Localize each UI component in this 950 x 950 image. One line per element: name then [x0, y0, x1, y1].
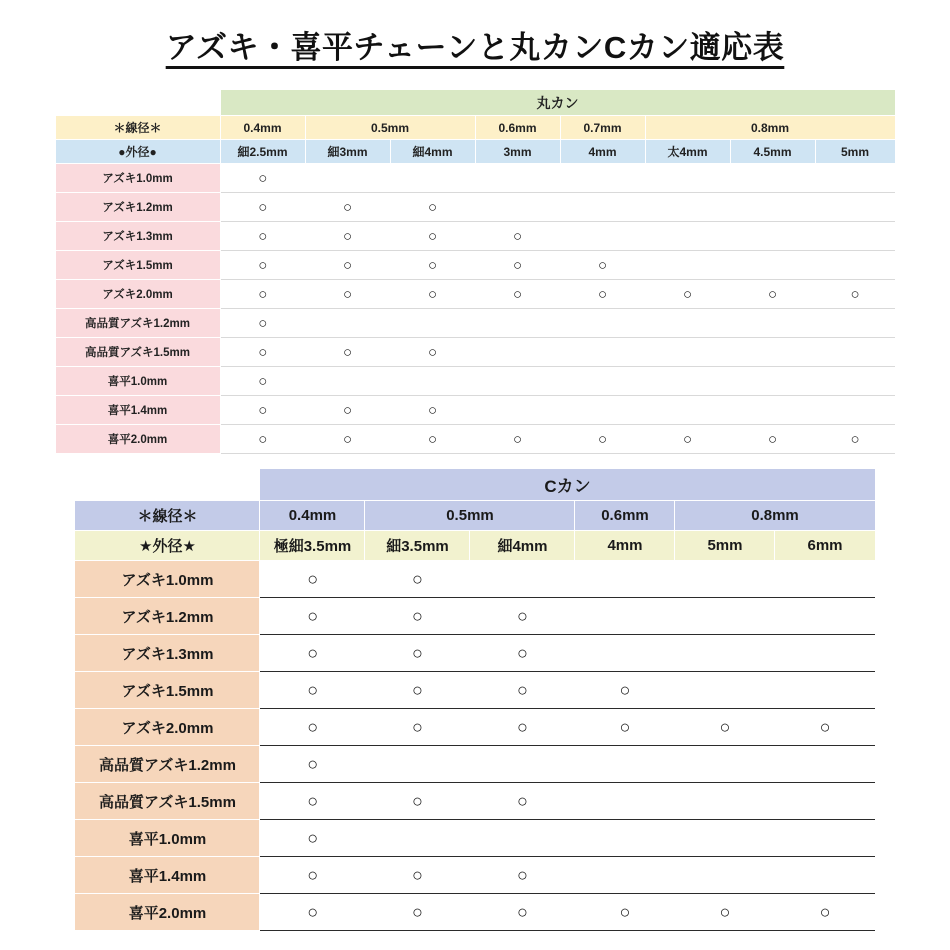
marukan-cell [305, 164, 390, 193]
marukan-cell [645, 193, 730, 222]
table-row [75, 672, 875, 709]
compatible-mark-icon: ○ [412, 569, 423, 589]
ckan-cell [470, 783, 575, 820]
compatible-mark-icon: ○ [342, 285, 353, 303]
ckan-cell [260, 561, 365, 598]
marukan-cell [815, 222, 895, 251]
marukan-cell [305, 251, 390, 280]
ckan-cell [675, 709, 775, 746]
ckan-cell [470, 635, 575, 672]
marukan-cell [560, 338, 645, 367]
marukan-cell [815, 396, 895, 425]
compatible-mark-icon: ○ [307, 828, 319, 848]
marukan-cell [475, 164, 560, 193]
ckan-wire-group: 0.8mm [675, 501, 875, 531]
compatible-mark-icon: ○ [307, 865, 319, 885]
compatible-mark-icon: ○ [767, 430, 778, 448]
marukan-cell [645, 396, 730, 425]
marukan-header-main-row [55, 90, 895, 116]
compatible-mark-icon: ○ [412, 606, 423, 626]
marukan-cell [560, 280, 645, 309]
marukan-cell [730, 193, 815, 222]
compatible-mark-icon: ○ [719, 902, 731, 922]
ckan-wire-row [75, 501, 875, 531]
compatible-mark-icon: ○ [258, 314, 268, 332]
marukan-cell [390, 193, 475, 222]
marukan-row-label: 喜平2.0mm [55, 425, 220, 454]
marukan-cell [475, 280, 560, 309]
marukan-wire-label: ＊線径＊ [55, 116, 220, 140]
ckan-cell [775, 894, 875, 931]
marukan-outer-size: 4mm [560, 140, 645, 164]
ckan-cell [575, 820, 675, 857]
compatible-mark-icon: ○ [619, 902, 631, 922]
ckan-cell [470, 857, 575, 894]
ckan-cell [775, 746, 875, 783]
ckan-cell [260, 746, 365, 783]
marukan-cell [475, 396, 560, 425]
marukan-row-label: 喜平1.4mm [55, 396, 220, 425]
marukan-cell [220, 367, 305, 396]
marukan-cell [220, 280, 305, 309]
ckan-cell [775, 783, 875, 820]
marukan-cell [390, 164, 475, 193]
marukan-row-label: アズキ2.0mm [55, 280, 220, 309]
compatible-mark-icon: ○ [512, 227, 523, 245]
table-row [75, 635, 875, 672]
compatible-mark-icon: ○ [307, 680, 319, 700]
table-row [55, 338, 895, 367]
marukan-table [55, 89, 896, 454]
ckan-cell [470, 672, 575, 709]
compatible-mark-icon: ○ [258, 285, 268, 303]
ckan-cell [675, 746, 775, 783]
table-row [75, 894, 875, 931]
table-row [75, 783, 875, 820]
marukan-cell [475, 222, 560, 251]
marukan-cell [390, 425, 475, 454]
ckan-table [74, 468, 875, 931]
marukan-cell [645, 164, 730, 193]
ckan-cell [365, 709, 470, 746]
marukan-cell [220, 193, 305, 222]
marukan-cell [645, 367, 730, 396]
ckan-cell [675, 857, 775, 894]
ckan-cell [575, 709, 675, 746]
compatible-mark-icon: ○ [307, 902, 319, 922]
marukan-cell [560, 164, 645, 193]
compatible-mark-icon: ○ [258, 401, 268, 419]
compatible-mark-icon: ○ [719, 717, 731, 737]
compatible-mark-icon: ○ [307, 717, 319, 737]
marukan-wire-group: 0.4mm [220, 116, 305, 140]
marukan-cell [815, 193, 895, 222]
marukan-cell [815, 367, 895, 396]
marukan-cell [645, 338, 730, 367]
compatible-mark-icon: ○ [682, 430, 693, 448]
marukan-wire-group: 0.7mm [560, 116, 645, 140]
ckan-cell [260, 820, 365, 857]
marukan-outer-size: 4.5mm [730, 140, 815, 164]
marukan-wire-row [55, 116, 895, 140]
marukan-cell [475, 193, 560, 222]
compatible-mark-icon: ○ [427, 256, 438, 274]
marukan-cell [220, 425, 305, 454]
compatible-mark-icon: ○ [427, 343, 438, 361]
ckan-cell [575, 894, 675, 931]
compatible-mark-icon: ○ [512, 430, 523, 448]
compatible-mark-icon: ○ [307, 643, 319, 663]
ckan-cell [260, 709, 365, 746]
compatible-mark-icon: ○ [819, 902, 831, 922]
compatible-mark-icon: ○ [342, 227, 353, 245]
compatible-mark-icon: ○ [619, 717, 631, 737]
ckan-cell [575, 783, 675, 820]
marukan-outer-size: 細3mm [305, 140, 390, 164]
ckan-cell [575, 746, 675, 783]
marukan-cell [560, 251, 645, 280]
ckan-cell [675, 672, 775, 709]
marukan-row-label: 高品質アズキ1.2mm [55, 309, 220, 338]
ckan-cell [260, 635, 365, 672]
ckan-row-label: アズキ1.0mm [75, 561, 260, 598]
marukan-cell [560, 396, 645, 425]
ckan-cell [470, 820, 575, 857]
ckan-cell [470, 561, 575, 598]
compatible-mark-icon: ○ [412, 791, 423, 811]
marukan-cell [390, 251, 475, 280]
table-row [75, 820, 875, 857]
compatible-mark-icon: ○ [517, 902, 528, 922]
ckan-cell [675, 783, 775, 820]
compatible-mark-icon: ○ [258, 343, 268, 361]
table-row [55, 222, 895, 251]
table-row [75, 857, 875, 894]
ckan-cell [775, 635, 875, 672]
compatible-mark-icon: ○ [819, 717, 831, 737]
ckan-row-label: 喜平1.4mm [75, 857, 260, 894]
compatible-mark-icon: ○ [427, 430, 438, 448]
compatible-mark-icon: ○ [342, 198, 353, 216]
compatible-mark-icon: ○ [850, 430, 860, 448]
ckan-cell [365, 561, 470, 598]
table-row [55, 164, 895, 193]
ckan-wire-label: ＊線径＊ [75, 501, 260, 531]
ckan-cell [365, 820, 470, 857]
ckan-corner-spacer [75, 469, 260, 501]
marukan-wire-group: 0.8mm [645, 116, 895, 140]
compatible-mark-icon: ○ [517, 865, 528, 885]
marukan-cell [645, 280, 730, 309]
marukan-row-label: 高品質アズキ1.5mm [55, 338, 220, 367]
ckan-cell [775, 820, 875, 857]
marukan-corner-spacer [55, 90, 220, 116]
marukan-cell [305, 309, 390, 338]
ckan-row-label: 高品質アズキ1.5mm [75, 783, 260, 820]
marukan-cell [560, 309, 645, 338]
ckan-cell [260, 598, 365, 635]
marukan-cell [730, 309, 815, 338]
marukan-cell [560, 425, 645, 454]
ckan-cell [365, 746, 470, 783]
compatible-mark-icon: ○ [597, 430, 608, 448]
marukan-cell [560, 367, 645, 396]
ckan-cell [575, 635, 675, 672]
compatible-mark-icon: ○ [517, 643, 528, 663]
marukan-cell [475, 251, 560, 280]
marukan-cell [645, 251, 730, 280]
table-row [75, 561, 875, 598]
compatible-mark-icon: ○ [517, 791, 528, 811]
marukan-cell [815, 280, 895, 309]
ckan-row-label: アズキ2.0mm [75, 709, 260, 746]
ckan-outer-size: 極細3.5mm [260, 531, 365, 561]
ckan-cell [365, 635, 470, 672]
marukan-row-label: アズキ1.3mm [55, 222, 220, 251]
table-row [55, 193, 895, 222]
marukan-cell [390, 367, 475, 396]
marukan-cell [645, 309, 730, 338]
ckan-wire-group: 0.6mm [575, 501, 675, 531]
ckan-row-label: 喜平1.0mm [75, 820, 260, 857]
ckan-cell [260, 894, 365, 931]
ckan-outer-size: 細4mm [470, 531, 575, 561]
compatible-mark-icon: ○ [307, 569, 319, 589]
table-row [55, 280, 895, 309]
marukan-cell [220, 251, 305, 280]
marukan-cell [560, 222, 645, 251]
compatible-mark-icon: ○ [307, 606, 319, 626]
marukan-cell [730, 222, 815, 251]
marukan-cell [475, 309, 560, 338]
ckan-cell [260, 857, 365, 894]
marukan-cell [220, 396, 305, 425]
table-row [75, 746, 875, 783]
ckan-cell [365, 857, 470, 894]
ckan-cell [365, 783, 470, 820]
table-row [75, 709, 875, 746]
compatible-mark-icon: ○ [427, 198, 438, 216]
marukan-cell [220, 164, 305, 193]
marukan-cell [730, 367, 815, 396]
marukan-cell [645, 222, 730, 251]
marukan-cell [815, 164, 895, 193]
ckan-cell [260, 672, 365, 709]
marukan-row-label: アズキ1.0mm [55, 164, 220, 193]
ckan-cell [675, 894, 775, 931]
ckan-cell [260, 783, 365, 820]
marukan-cell [305, 338, 390, 367]
compatible-mark-icon: ○ [307, 754, 319, 774]
ckan-wire-group: 0.4mm [260, 501, 365, 531]
compatible-mark-icon: ○ [517, 680, 528, 700]
marukan-outer-size: 3mm [475, 140, 560, 164]
compatible-mark-icon: ○ [512, 256, 523, 274]
marukan-outer-size: 細2.5mm [220, 140, 305, 164]
compatible-mark-icon: ○ [517, 717, 528, 737]
marukan-cell [815, 309, 895, 338]
ckan-outer-label: ★外径★ [75, 531, 260, 561]
ckan-cell [775, 598, 875, 635]
ckan-cell [470, 746, 575, 783]
compatible-mark-icon: ○ [342, 256, 353, 274]
marukan-cell [390, 309, 475, 338]
ckan-outer-row [75, 531, 875, 561]
marukan-cell [305, 396, 390, 425]
compatible-mark-icon: ○ [258, 169, 268, 187]
marukan-cell [390, 338, 475, 367]
table-row [55, 251, 895, 280]
marukan-row-label: 喜平1.0mm [55, 367, 220, 396]
ckan-row-label: 高品質アズキ1.2mm [75, 746, 260, 783]
compatible-mark-icon: ○ [342, 430, 353, 448]
table-row [55, 309, 895, 338]
compatible-mark-icon: ○ [619, 680, 631, 700]
compatible-mark-icon: ○ [517, 606, 528, 626]
marukan-header-main: 丸カン [220, 90, 895, 116]
ckan-cell [365, 672, 470, 709]
marukan-cell [305, 280, 390, 309]
ckan-row-label: 喜平2.0mm [75, 894, 260, 931]
marukan-cell [730, 396, 815, 425]
compatible-mark-icon: ○ [307, 791, 319, 811]
table-row [75, 598, 875, 635]
marukan-outer-size: 5mm [815, 140, 895, 164]
ckan-cell [675, 598, 775, 635]
compatible-mark-icon: ○ [597, 256, 608, 274]
marukan-cell [815, 251, 895, 280]
ckan-cell [470, 709, 575, 746]
marukan-row-label: アズキ1.2mm [55, 193, 220, 222]
marukan-wire-group: 0.6mm [475, 116, 560, 140]
marukan-outer-size: 太4mm [645, 140, 730, 164]
ckan-cell [365, 598, 470, 635]
marukan-cell [390, 280, 475, 309]
marukan-outer-row [55, 140, 895, 164]
ckan-row-label: アズキ1.5mm [75, 672, 260, 709]
compatible-mark-icon: ○ [427, 401, 438, 419]
compatible-mark-icon: ○ [258, 256, 268, 274]
ckan-outer-size: 6mm [775, 531, 875, 561]
compatible-mark-icon: ○ [850, 285, 860, 303]
compatible-mark-icon: ○ [412, 902, 423, 922]
ckan-cell [675, 820, 775, 857]
marukan-cell [305, 425, 390, 454]
compatible-mark-icon: ○ [412, 865, 423, 885]
compatible-mark-icon: ○ [258, 227, 268, 245]
marukan-row-label: アズキ1.5mm [55, 251, 220, 280]
compatible-mark-icon: ○ [427, 285, 438, 303]
compatible-mark-icon: ○ [412, 717, 423, 737]
ckan-outer-size: 5mm [675, 531, 775, 561]
compatible-mark-icon: ○ [682, 285, 693, 303]
ckan-cell [575, 598, 675, 635]
ckan-cell [470, 894, 575, 931]
ckan-header-main-row [75, 469, 875, 501]
marukan-cell [390, 222, 475, 251]
compatible-mark-icon: ○ [342, 401, 353, 419]
ckan-cell [575, 561, 675, 598]
ckan-cell [575, 857, 675, 894]
ckan-cell [575, 672, 675, 709]
compatible-mark-icon: ○ [258, 372, 268, 390]
marukan-cell [730, 251, 815, 280]
ckan-cell [470, 598, 575, 635]
marukan-cell [305, 222, 390, 251]
ckan-wire-group: 0.5mm [365, 501, 575, 531]
compatible-mark-icon: ○ [597, 285, 608, 303]
marukan-cell [730, 338, 815, 367]
ckan-header-main: Cカン [260, 469, 875, 501]
page-title: アズキ・喜平チェーンと丸カンCカン適応表 [165, 30, 785, 65]
marukan-cell [220, 309, 305, 338]
ckan-cell [775, 672, 875, 709]
ckan-cell [675, 635, 775, 672]
marukan-cell [475, 425, 560, 454]
marukan-cell [475, 338, 560, 367]
table-row [55, 425, 895, 454]
ckan-cell [675, 561, 775, 598]
marukan-cell [730, 164, 815, 193]
table-row [55, 367, 895, 396]
compatible-mark-icon: ○ [427, 227, 438, 245]
marukan-cell [390, 396, 475, 425]
marukan-wire-group: 0.5mm [305, 116, 475, 140]
ckan-cell [775, 561, 875, 598]
ckan-row-label: アズキ1.2mm [75, 598, 260, 635]
marukan-cell [220, 338, 305, 367]
ckan-cell [365, 894, 470, 931]
ckan-cell [775, 857, 875, 894]
marukan-cell [645, 425, 730, 454]
compatible-mark-icon: ○ [342, 343, 353, 361]
marukan-cell [305, 367, 390, 396]
compatible-mark-icon: ○ [258, 430, 268, 448]
marukan-outer-label: ●外径● [55, 140, 220, 164]
marukan-cell [475, 367, 560, 396]
compatible-mark-icon: ○ [767, 285, 778, 303]
marukan-cell [730, 280, 815, 309]
ckan-outer-size: 細3.5mm [365, 531, 470, 561]
marukan-cell [815, 425, 895, 454]
marukan-cell [815, 338, 895, 367]
table-row [55, 396, 895, 425]
marukan-outer-size: 細4mm [390, 140, 475, 164]
marukan-cell [220, 222, 305, 251]
ckan-outer-size: 4mm [575, 531, 675, 561]
marukan-cell [730, 425, 815, 454]
compatible-mark-icon: ○ [512, 285, 523, 303]
marukan-cell [305, 193, 390, 222]
ckan-row-label: アズキ1.3mm [75, 635, 260, 672]
marukan-cell [560, 193, 645, 222]
compatible-mark-icon: ○ [412, 680, 423, 700]
compatible-mark-icon: ○ [258, 198, 268, 216]
ckan-cell [775, 709, 875, 746]
compatible-mark-icon: ○ [412, 643, 423, 663]
